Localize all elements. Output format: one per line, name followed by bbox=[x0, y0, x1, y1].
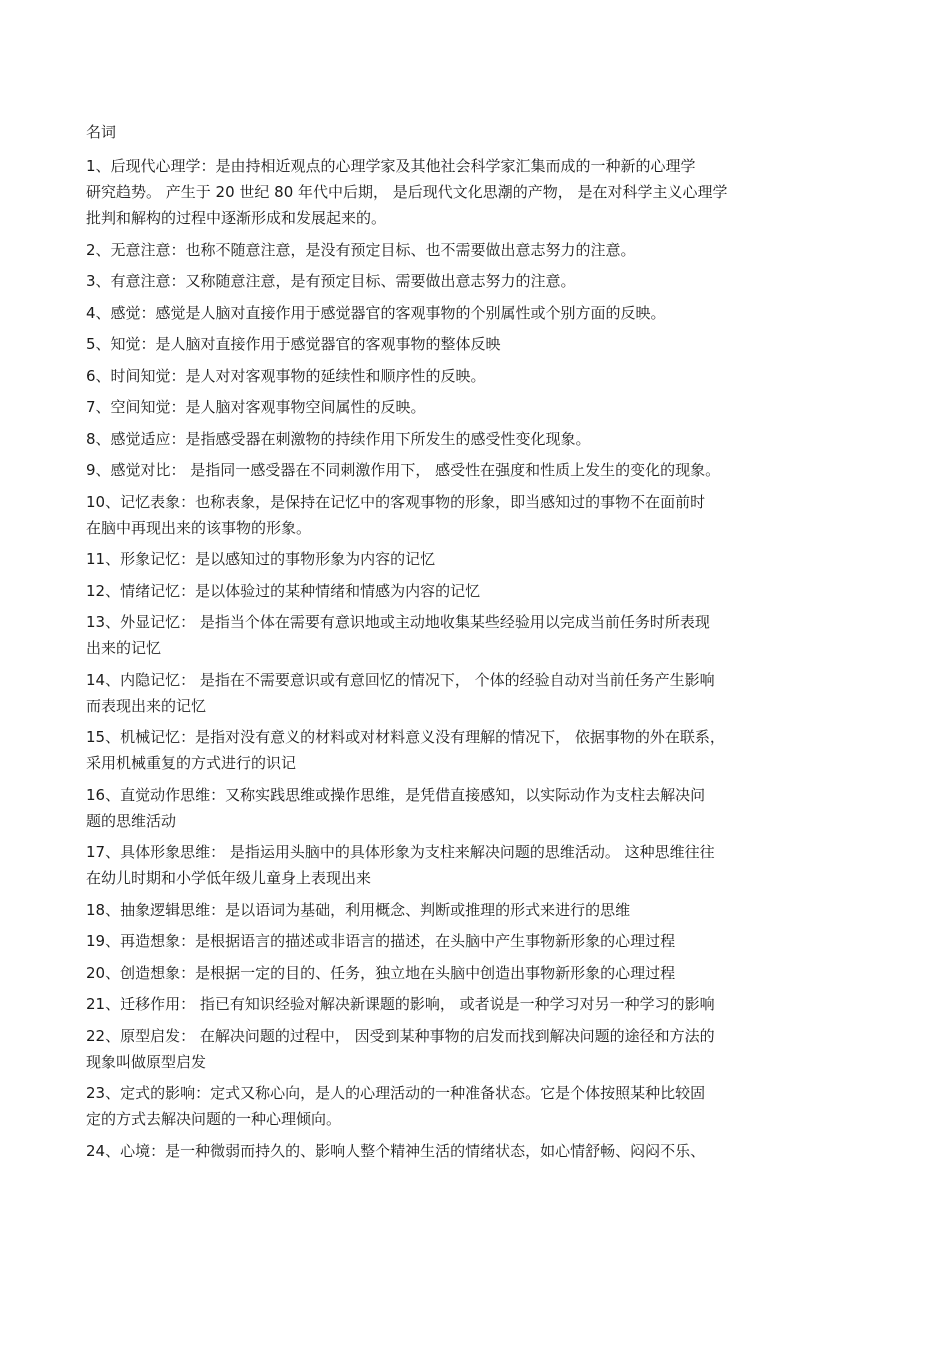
glossary-entry bbox=[86, 426, 876, 452]
glossary-entry bbox=[86, 578, 876, 604]
entry-line: 20、创造想象：是根据一定的目的、任务，独立地在头脑中创造出事物新形象的心理过程 bbox=[86, 963, 676, 982]
entry-line: 9、感觉对比： 是指同一感受器在不同刺激作用下， 感受性在强度和性质上发生的变化的现象。 bbox=[86, 461, 721, 479]
entry-line: 2、无意注意：也称不随意注意，是没有预定目标、也不需要做出意志努力的注意。 bbox=[86, 240, 636, 259]
entry-line: 在幼儿时期和小学低年级儿童身上表现出来 bbox=[86, 869, 372, 887]
glossary-entry bbox=[86, 268, 876, 294]
glossary-entry bbox=[86, 546, 876, 572]
glossary-entry bbox=[86, 724, 876, 776]
entry-line: 23、定式的影响：定式又称心向，是人的心理活动的一种准备状态。它是个体按照某种比较固 bbox=[86, 1084, 706, 1102]
entry-line: 22、原型启发： 在解决问题的过程中， 因受到某种事物的启发而找到解决问题的途径和方法的 bbox=[86, 1026, 715, 1045]
glossary-entry bbox=[86, 489, 876, 541]
glossary-entry bbox=[86, 363, 876, 389]
glossary-entry bbox=[86, 960, 876, 986]
entry-line: 1、后现代心理学：是由持相近观点的心理学家及其他社会科学家汇集而成的一种新的心理学 bbox=[86, 157, 696, 175]
entry-line: 3、有意注意：又称随意注意，是有预定目标、需要做出意志努力的注意。 bbox=[86, 272, 576, 290]
glossary-entry bbox=[86, 394, 876, 420]
entry-line: 21、迁移作用： 指已有知识经验对解决新课题的影响， 或者说是一种学习对另一种学习的影响 bbox=[86, 995, 715, 1013]
entry-line: 19、再造想象：是根据语言的描述或非语言的描述，在头脑中产生事物新形象的心理过程 bbox=[86, 932, 676, 950]
entry-line: 在脑中再现出来的该事物的形象。 bbox=[86, 518, 312, 537]
entry-line: 8、感觉适应：是指感受器在刺激物的持续作用下所发生的感受性变化现象。 bbox=[86, 429, 591, 448]
entry-line: 6、时间知觉：是人对对客观事物的延续性和顺序性的反映。 bbox=[86, 366, 486, 385]
entry-line: 批判和解构的过程中逐渐形成和发展起来的。 bbox=[86, 209, 387, 227]
entry-line: 10、记忆表象：也称表象，是保持在记忆中的客观事物的形象，即当感知过的事物不在面前时 bbox=[86, 492, 706, 511]
entry-line: 24、心境：是一种微弱而持久的、影响人整个精神生活的情绪状态，如心情舒畅、闷闷不乐、 bbox=[86, 1141, 706, 1160]
glossary-entry bbox=[86, 609, 876, 661]
entry-line: 4、感觉：感觉是人脑对直接作用于感觉器官的客观事物的个别属性或个别方面的反映。 bbox=[86, 303, 666, 322]
entry-line: 而表现出来的记忆 bbox=[86, 696, 207, 715]
glossary-entry bbox=[86, 1080, 876, 1132]
glossary-entry bbox=[86, 897, 876, 923]
section-heading: 名词 bbox=[86, 123, 117, 141]
glossary-entry bbox=[86, 331, 876, 357]
glossary-entry bbox=[86, 457, 876, 483]
entry-line: 13、外显记忆： 是指当个体在需要有意识地或主动地收集某些经验用以完成当前任务时所表现 bbox=[86, 613, 710, 631]
entry-line: 题的思维活动 bbox=[86, 811, 177, 830]
glossary-entry bbox=[86, 1023, 876, 1075]
entry-line: 5、知觉：是人脑对直接作用于感觉器官的客观事物的整体反映 bbox=[86, 335, 501, 353]
entry-line: 17、具体形象思维： 是指运用头脑中的具体形象为支柱来解决问题的思维活动。 这种思维往往 bbox=[86, 843, 715, 861]
glossary-entry bbox=[86, 1138, 876, 1164]
entry-line: 16、直觉动作思维：又称实践思维或操作思维，是凭借直接感知，以实际动作为支柱去解决问 bbox=[86, 785, 706, 804]
glossary-entry bbox=[86, 928, 876, 954]
entry-line: 15、机械记忆：是指对没有意义的材料或对材料意义没有理解的情况下， 依据事物的外在联系， bbox=[86, 728, 725, 746]
glossary-entry bbox=[86, 237, 876, 263]
entry-line: 出来的记忆 bbox=[86, 639, 162, 657]
entry-line: 研究趋势。 产生于 20 世纪 80 年代中后期， 是后现代文化思潮的产物， 是在对科学主义心理学 bbox=[86, 183, 728, 201]
entry-line: 现象叫做原型启发 bbox=[86, 1052, 207, 1071]
glossary-entry bbox=[86, 782, 876, 834]
glossary-entry bbox=[86, 991, 876, 1017]
entry-line: 定的方式去解决问题的一种心理倾向。 bbox=[86, 1110, 342, 1128]
glossary-list bbox=[86, 153, 876, 1164]
glossary-entry bbox=[86, 667, 876, 719]
entry-line: 11、形象记忆：是以感知过的事物形象为内容的记忆 bbox=[86, 550, 436, 568]
glossary-entry bbox=[86, 300, 876, 326]
entry-line: 12、情绪记忆：是以体验过的某种情绪和情感为内容的记忆 bbox=[86, 581, 481, 600]
glossary-entry bbox=[86, 839, 876, 891]
entry-line: 18、抽象逻辑思维：是以语词为基础，利用概念、判断或推理的形式来进行的思维 bbox=[86, 900, 631, 919]
glossary-entry bbox=[86, 153, 876, 231]
document-page bbox=[86, 122, 876, 1169]
entry-line: 14、内隐记忆： 是指在不需要意识或有意回忆的情况下， 个体的经验自动对当前任务产生影响 bbox=[86, 670, 715, 689]
entry-line: 7、空间知觉：是人脑对客观事物空间属性的反映。 bbox=[86, 398, 426, 416]
entry-line: 采用机械重复的方式进行的识记 bbox=[86, 754, 297, 772]
